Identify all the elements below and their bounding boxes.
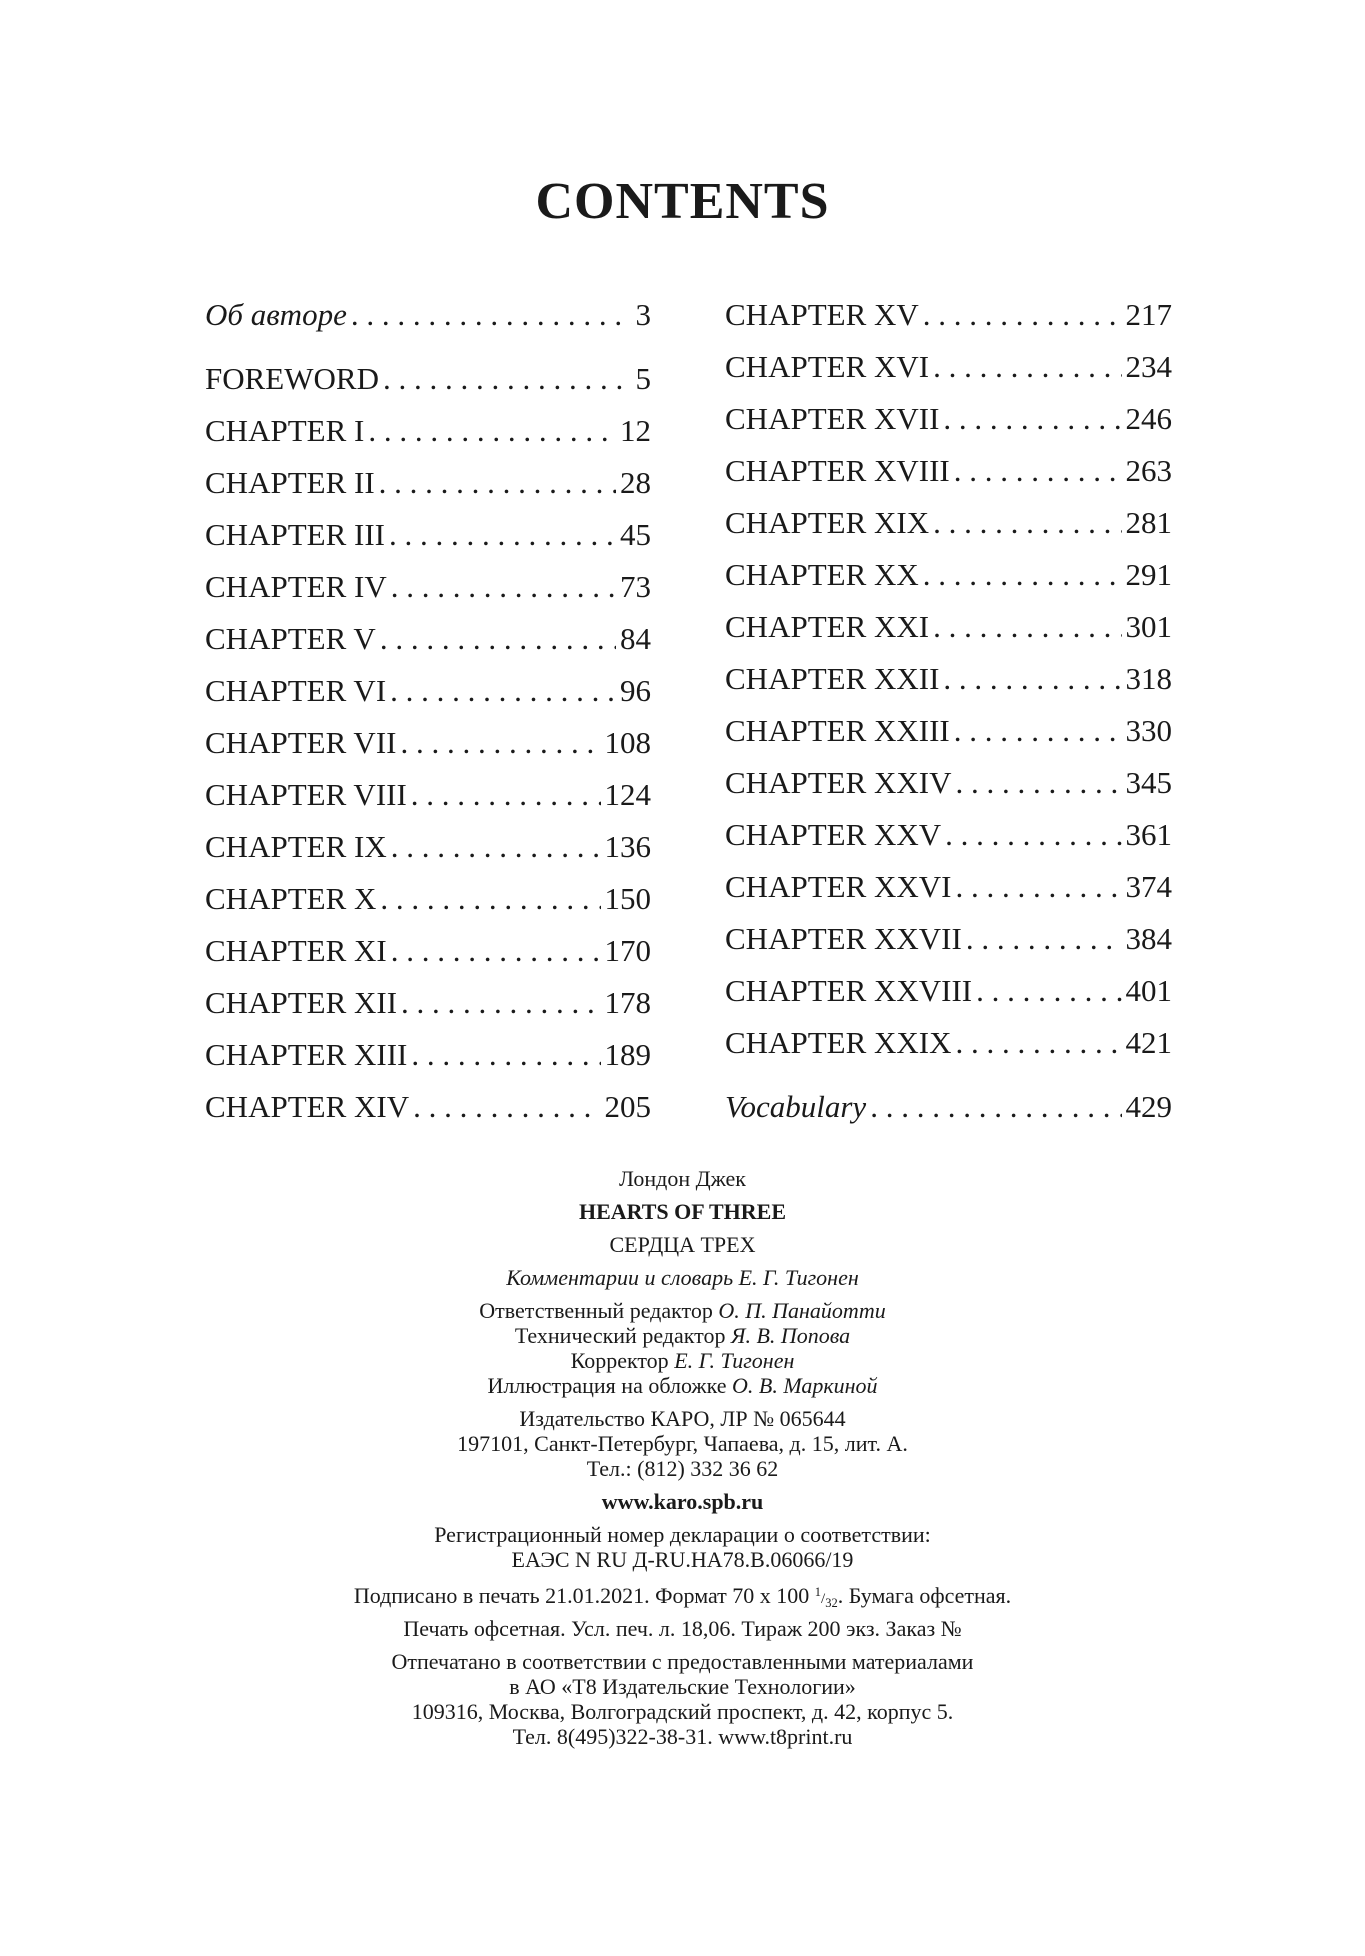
dot-leader: [380, 613, 616, 665]
dot-leader: [943, 653, 1121, 705]
toc-entry-label: CHAPTER XXIX: [725, 1025, 952, 1060]
toc-entry-page: 28: [620, 465, 651, 500]
imprint-illustration-label: Иллюстрация на обложке: [487, 1373, 727, 1398]
toc-entry-page: 108: [604, 725, 651, 760]
toc-entry: [205, 561, 651, 613]
toc-entry-label: CHAPTER IV: [205, 569, 387, 604]
dot-leader: [955, 757, 1121, 809]
dot-leader: [379, 457, 616, 509]
toc-entry: [205, 977, 651, 1029]
toc-entry-label: CHAPTER I: [205, 413, 365, 448]
imprint-registration-number: ЕАЭС N RU Д-RU.HA78.B.06066/19: [511, 1547, 854, 1572]
toc-entry-page: 217: [1125, 297, 1172, 332]
toc-entry-page: 361: [1125, 817, 1172, 852]
dot-leader: [391, 821, 601, 873]
toc-entry-page: 281: [1125, 505, 1172, 540]
dot-leader: [933, 497, 1121, 549]
toc-entry-label: CHAPTER XXVI: [725, 869, 952, 904]
toc-entry: [725, 497, 1172, 549]
toc-entry: [205, 353, 651, 405]
toc-entry: [205, 289, 651, 341]
imprint-signed-suffix: . Бумага офсетная.: [837, 1583, 1012, 1608]
imprint-printer-contact: Тел. 8(495)322-38-31. www.t8print.ru: [512, 1724, 853, 1749]
imprint-tech-editor-name: Я. В. Попова: [730, 1323, 851, 1348]
toc-entry: [205, 457, 651, 509]
toc-entry: [725, 341, 1172, 393]
imprint-editor-name: О. П. Панайотти: [718, 1298, 886, 1323]
imprint-tech-editor: [0, 1323, 1365, 1348]
dot-leader: [945, 809, 1121, 861]
dot-leader: [943, 393, 1121, 445]
toc-entry: [725, 757, 1172, 809]
toc-entry-label: CHAPTER V: [205, 621, 376, 656]
dot-leader: [954, 445, 1122, 497]
imprint-print-info: Печать офсетная. Усл. печ. л. 18,06. Тираж 200 экз. Заказ №: [403, 1616, 962, 1641]
dot-leader: [955, 1017, 1121, 1069]
toc-entry-page: 205: [604, 1089, 651, 1124]
format-denominator: 32: [825, 1596, 838, 1610]
format-numerator: 1: [814, 1585, 822, 1599]
toc-entry-label: CHAPTER X: [205, 881, 377, 916]
dot-leader: [351, 289, 632, 341]
toc-left-column: [205, 289, 651, 1133]
toc-entry: [725, 445, 1172, 497]
toc-entry-page: 170: [604, 933, 651, 968]
toc-entry-page: 84: [620, 621, 651, 656]
dot-leader: [401, 977, 600, 1029]
toc-entry-label: CHAPTER III: [205, 517, 385, 552]
toc-entry: [725, 705, 1172, 757]
toc-entry-label: CHAPTER XVII: [725, 401, 940, 436]
toc-entry-label: CHAPTER XXI: [725, 609, 930, 644]
imprint-proofreader: [0, 1348, 1365, 1373]
dot-leader: [954, 705, 1122, 757]
toc-entry-label: CHAPTER II: [205, 465, 375, 500]
imprint-printed-line1: Отпечатано в соответствии с предоставленными материалами: [391, 1649, 974, 1674]
toc-entry-label: CHAPTER XVI: [725, 349, 930, 384]
imprint-publisher: Издательство КАРО, ЛР № 065644: [519, 1406, 846, 1431]
toc-entry: [205, 821, 651, 873]
page-title: CONTENTS: [535, 173, 830, 230]
toc-entry: [725, 549, 1172, 601]
dot-leader: [933, 341, 1121, 393]
dot-leader: [870, 1081, 1121, 1133]
imprint-illustration: [0, 1373, 1365, 1398]
toc-entry: [205, 613, 651, 665]
imprint-block: [0, 1166, 1365, 1749]
toc-entry-page: 178: [604, 985, 651, 1020]
toc-entry-label: CHAPTER XXII: [725, 661, 940, 696]
dot-leader: [955, 861, 1121, 913]
imprint-printed-line2: в АО «Т8 Издательские Технологии»: [509, 1674, 856, 1699]
dot-leader: [411, 769, 601, 821]
dot-leader: [391, 925, 601, 977]
toc-entry-label: CHAPTER XX: [725, 557, 919, 592]
toc-entry-label: CHAPTER XXV: [725, 817, 942, 852]
toc-entry-label: CHAPTER XII: [205, 985, 398, 1020]
toc-entry: [725, 393, 1172, 445]
toc-entry-page: 263: [1125, 453, 1172, 488]
toc-entry: [725, 809, 1172, 861]
toc-entry-label: CHAPTER XXIII: [725, 713, 950, 748]
toc-entry: [725, 861, 1172, 913]
imprint-registration-label: Регистрационный номер декларации о соответствии:: [434, 1522, 931, 1547]
imprint-title-en: HEARTS OF THREE: [578, 1199, 787, 1224]
imprint-address: 197101, Санкт-Петербург, Чапаева, д. 15, лит. А.: [457, 1431, 908, 1456]
dot-leader: [923, 289, 1122, 341]
toc-right-column: [725, 289, 1172, 1133]
toc-entry: [205, 873, 651, 925]
toc-entry-label: CHAPTER VII: [205, 725, 397, 760]
toc-entry: [205, 665, 651, 717]
toc-entry-label: CHAPTER XXIV: [725, 765, 952, 800]
toc-entry-page: 124: [604, 777, 651, 812]
toc-entry-page: 234: [1125, 349, 1172, 384]
toc-entry: [205, 925, 651, 977]
imprint-phone: Тел.: (812) 332 36 62: [586, 1456, 779, 1481]
toc-entry-label: Об авторе: [205, 297, 347, 332]
imprint-signed: [0, 1580, 1365, 1616]
imprint-proofreader-label: Корректор: [570, 1348, 669, 1373]
toc-entry-page: 384: [1125, 921, 1172, 956]
imprint-signed-prefix: Подписано в печать 21.01.2021. Формат 70 х 100: [353, 1583, 810, 1608]
format-fraction: $^1/_{32}$: [814, 1585, 838, 1610]
dot-leader: [923, 549, 1122, 601]
imprint-printer-address: 109316, Москва, Волгоградский проспект, д. 42, корпус 5.: [411, 1699, 954, 1724]
toc-entry-label: CHAPTER XIII: [205, 1037, 408, 1072]
toc-entry-page: 150: [604, 881, 651, 916]
imprint-author: Лондон Джек: [619, 1166, 746, 1191]
toc-entry-page: 45: [620, 517, 651, 552]
dot-leader: [391, 561, 616, 613]
toc-entry: [725, 1017, 1172, 1069]
toc-entry: [725, 289, 1172, 341]
toc-entry-page: 374: [1125, 869, 1172, 904]
imprint-commentary: Комментарии и словарь Е. Г. Тигонен: [506, 1265, 859, 1290]
toc-entry-page: 421: [1125, 1025, 1172, 1060]
toc-entry: [205, 717, 651, 769]
imprint-title-ru: СЕРДЦА ТРЕХ: [609, 1232, 756, 1257]
dot-leader: [966, 913, 1122, 965]
toc-entry-label: CHAPTER IX: [205, 829, 387, 864]
toc-entry-label: CHAPTER XXVIII: [725, 973, 973, 1008]
dot-leader: [389, 509, 616, 561]
imprint-website: www.karo.spb.ru: [601, 1489, 764, 1514]
toc-entry-page: 3: [635, 297, 651, 332]
dot-leader: [933, 601, 1121, 653]
toc-entry: [205, 509, 651, 561]
toc-entry-page: 291: [1125, 557, 1172, 592]
dot-leader: [400, 717, 600, 769]
toc-entry-page: 96: [620, 673, 651, 708]
toc-entry-page: 136: [604, 829, 651, 864]
toc-entry-page: 401: [1125, 973, 1172, 1008]
toc-entry-page: 73: [620, 569, 651, 604]
toc-entry-page: 345: [1125, 765, 1172, 800]
toc-entry-label: CHAPTER VIII: [205, 777, 407, 812]
toc-entry-label: CHAPTER XVIII: [725, 453, 950, 488]
dot-leader: [390, 665, 616, 717]
toc-entry-label: Vocabulary: [725, 1089, 867, 1124]
dot-leader: [976, 965, 1121, 1017]
imprint-tech-editor-label: Технический редактор: [514, 1323, 726, 1348]
toc-entry-page: 330: [1125, 713, 1172, 748]
toc-entry: [725, 601, 1172, 653]
toc-entry-label: CHAPTER XIV: [205, 1089, 410, 1124]
toc-entry-label: CHAPTER VI: [205, 673, 387, 708]
dot-leader: [380, 873, 600, 925]
toc-entry: [725, 653, 1172, 705]
toc-entry-page: 318: [1125, 661, 1172, 696]
toc-entry-label: CHAPTER XIX: [725, 505, 930, 540]
toc-entry-label: CHAPTER XXVII: [725, 921, 962, 956]
dot-leader: [413, 1081, 600, 1133]
imprint-illustration-name: О. В. Маркиной: [732, 1373, 878, 1398]
imprint-editor-label: Ответственный редактор: [479, 1298, 713, 1323]
toc-entry-page: 5: [635, 361, 651, 396]
toc-entry-page: 301: [1125, 609, 1172, 644]
toc-entry: [205, 1081, 651, 1133]
toc-entry: [725, 965, 1172, 1017]
toc-entry-page: 246: [1125, 401, 1172, 436]
imprint-editor: [0, 1298, 1365, 1323]
toc-entry: [205, 405, 651, 457]
toc-entry: [205, 1029, 651, 1081]
toc-entry-page: 429: [1125, 1089, 1172, 1124]
dot-leader: [411, 1029, 600, 1081]
toc-entry: [725, 1081, 1172, 1133]
imprint-proofreader-name: Е. Г. Тигонен: [674, 1348, 795, 1373]
toc-entry-label: CHAPTER XV: [725, 297, 919, 332]
toc-entry: [725, 913, 1172, 965]
toc-entry-page: 189: [604, 1037, 651, 1072]
toc-entry-page: 12: [620, 413, 651, 448]
toc-entry-label: FOREWORD: [205, 361, 379, 396]
toc-entry-label: CHAPTER XI: [205, 933, 387, 968]
dot-leader: [383, 353, 632, 405]
toc-entry: [205, 769, 651, 821]
dot-leader: [368, 405, 616, 457]
